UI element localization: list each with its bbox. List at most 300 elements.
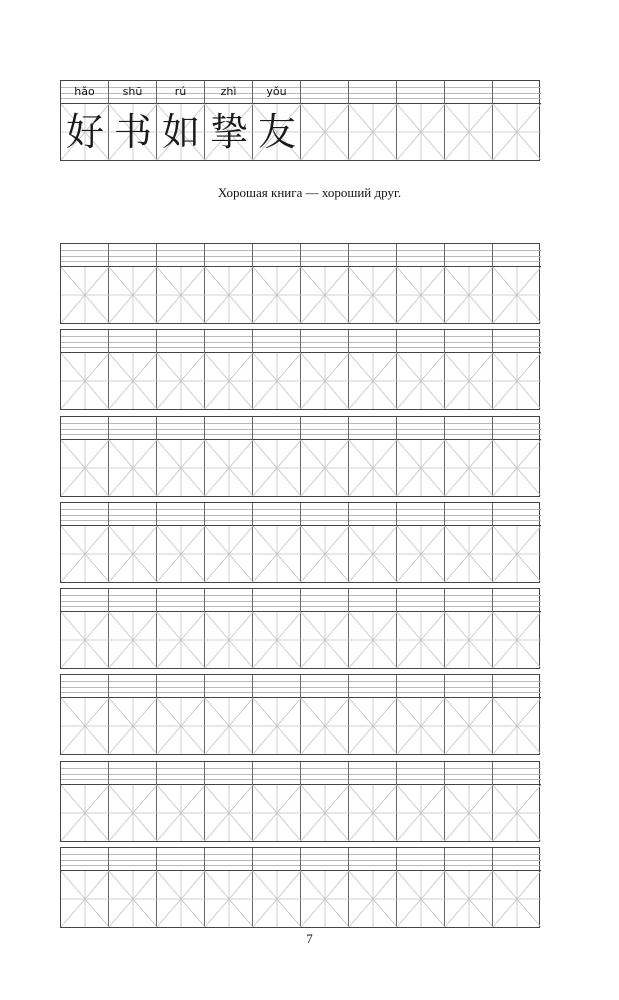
pinyin-ruling <box>157 429 204 430</box>
writing-cell <box>205 81 253 160</box>
pinyin-ruling <box>301 87 348 88</box>
pinyin-ruling <box>205 509 252 510</box>
pinyin-ruling <box>493 87 541 88</box>
tianzige-guides <box>493 353 541 409</box>
character-box <box>397 871 444 927</box>
tianzige-guides <box>205 267 253 323</box>
pinyin-guide <box>493 675 541 698</box>
pinyin-ruling <box>349 423 396 424</box>
pinyin-ruling <box>349 336 396 337</box>
pinyin-ruling <box>493 595 541 596</box>
hanzi-character <box>493 104 541 160</box>
tianzige-guides <box>445 526 493 582</box>
hanzi-character <box>349 104 397 160</box>
hanzi-character: 挚 <box>209 110 248 154</box>
practice-row <box>60 847 540 928</box>
tianzige-guides <box>61 871 109 927</box>
pinyin-guide <box>301 675 348 698</box>
pinyin-ruling <box>157 336 204 337</box>
tianzige-guides <box>493 612 541 668</box>
pinyin-ruling <box>205 434 252 435</box>
writing-cell <box>253 848 301 927</box>
pinyin-guide <box>157 762 204 785</box>
pinyin-ruling <box>61 429 108 430</box>
pinyin-ruling <box>397 865 444 866</box>
pinyin-guide <box>109 244 156 267</box>
pinyin-ruling <box>109 261 156 262</box>
pinyin-ruling <box>205 865 252 866</box>
pinyin-ruling <box>301 601 348 602</box>
tianzige-guides <box>253 267 301 323</box>
pinyin-ruling <box>301 429 348 430</box>
pinyin-ruling <box>349 520 396 521</box>
pinyin-guide <box>205 417 252 440</box>
writing-cell <box>397 330 445 409</box>
pinyin-ruling <box>253 601 300 602</box>
pinyin-guide <box>205 762 252 785</box>
pinyin-ruling <box>445 681 492 682</box>
pinyin-guide <box>397 589 444 612</box>
pinyin-ruling <box>109 595 156 596</box>
pinyin-ruling <box>61 779 108 780</box>
writing-cell <box>349 503 397 582</box>
character-box <box>61 871 108 927</box>
pinyin-ruling <box>445 250 492 251</box>
character-box <box>301 267 348 323</box>
pinyin-ruling <box>349 779 396 780</box>
pinyin-ruling <box>205 601 252 602</box>
pinyin-guide <box>493 330 541 353</box>
character-box <box>445 353 492 409</box>
character-box <box>493 353 541 409</box>
pinyin-guide <box>445 81 492 104</box>
tianzige-guides <box>493 526 541 582</box>
pinyin-ruling <box>205 520 252 521</box>
writing-cell <box>349 589 397 668</box>
pinyin-guide <box>397 848 444 871</box>
character-box <box>157 440 204 496</box>
pinyin-ruling <box>157 860 204 861</box>
writing-cell <box>109 81 157 160</box>
practice-row <box>60 416 540 497</box>
pinyin-ruling <box>157 250 204 251</box>
page-number: 7 <box>306 931 313 946</box>
writing-cell <box>205 675 253 754</box>
writing-cell <box>157 417 205 496</box>
hanzi-character: 书 <box>113 110 152 154</box>
tianzige-guides <box>493 785 541 841</box>
character-box <box>253 785 300 841</box>
pinyin-ruling <box>253 595 300 596</box>
pinyin-ruling <box>397 606 444 607</box>
pinyin-ruling <box>301 261 348 262</box>
writing-cell <box>61 848 109 927</box>
pinyin-guide <box>253 330 300 353</box>
character-box <box>445 612 492 668</box>
pinyin-guide <box>301 589 348 612</box>
pinyin-ruling <box>493 779 541 780</box>
pinyin-ruling <box>349 87 396 88</box>
pinyin-ruling <box>445 520 492 521</box>
pinyin-guide <box>61 675 108 698</box>
tianzige-guides <box>349 698 397 754</box>
hanzi-character <box>445 104 493 160</box>
pinyin-ruling <box>157 768 204 769</box>
tianzige-guides <box>397 267 445 323</box>
character-box <box>397 440 444 496</box>
pinyin-ruling <box>397 256 444 257</box>
writing-cell <box>61 330 109 409</box>
pinyin-ruling <box>397 515 444 516</box>
pinyin-ruling <box>253 865 300 866</box>
tianzige-guides <box>493 871 541 927</box>
pinyin-guide <box>493 81 541 104</box>
character-box <box>445 267 492 323</box>
pinyin-ruling <box>157 595 204 596</box>
pinyin-ruling <box>61 595 108 596</box>
pinyin-guide <box>157 675 204 698</box>
character-box <box>157 698 204 754</box>
tianzige-guides <box>445 698 493 754</box>
pinyin-ruling <box>445 423 492 424</box>
character-box <box>301 440 348 496</box>
tianzige-guides <box>397 526 445 582</box>
character-box <box>205 440 252 496</box>
pinyin-ruling <box>397 429 444 430</box>
tianzige-guides <box>301 871 349 927</box>
pinyin-ruling <box>301 860 348 861</box>
pinyin-ruling <box>205 681 252 682</box>
pinyin-ruling <box>205 606 252 607</box>
pinyin-ruling <box>349 865 396 866</box>
pinyin-ruling <box>493 681 541 682</box>
writing-cell <box>61 675 109 754</box>
tianzige-guides <box>157 440 205 496</box>
tianzige-guides <box>397 871 445 927</box>
writing-cell <box>493 417 541 496</box>
pinyin-ruling <box>61 768 108 769</box>
pinyin-guide <box>445 244 492 267</box>
writing-cell <box>445 417 493 496</box>
tianzige-guides <box>157 526 205 582</box>
writing-cell <box>61 503 109 582</box>
tianzige-guides <box>205 612 253 668</box>
character-box <box>205 785 252 841</box>
pinyin-ruling <box>157 692 204 693</box>
pinyin-guide <box>493 503 541 526</box>
writing-cell <box>349 330 397 409</box>
practice-row <box>60 761 540 842</box>
pinyin-ruling <box>157 681 204 682</box>
tianzige-guides <box>61 440 109 496</box>
pinyin-ruling <box>205 429 252 430</box>
pinyin-ruling <box>109 509 156 510</box>
pinyin-guide <box>205 244 252 267</box>
pinyin-ruling <box>61 261 108 262</box>
pinyin-ruling <box>109 98 156 99</box>
pinyin-ruling <box>397 347 444 348</box>
tianzige-guides <box>493 267 541 323</box>
proverb-translation: Хорошая книга — хороший друг. <box>217 185 402 200</box>
writing-cell <box>157 81 205 160</box>
pinyin-ruling <box>349 595 396 596</box>
pinyin-ruling <box>61 347 108 348</box>
pinyin-ruling <box>397 520 444 521</box>
pinyin-ruling <box>493 434 541 435</box>
pinyin-ruling <box>157 515 204 516</box>
writing-cell <box>253 81 301 160</box>
pinyin-ruling <box>109 429 156 430</box>
tianzige-guides <box>445 267 493 323</box>
pinyin-ruling <box>493 692 541 693</box>
character-box <box>301 698 348 754</box>
tianzige-guides <box>157 353 205 409</box>
tianzige-guides <box>157 785 205 841</box>
pinyin-ruling <box>61 423 108 424</box>
writing-cell <box>397 762 445 841</box>
pinyin-guide <box>157 848 204 871</box>
pinyin-ruling <box>157 342 204 343</box>
character-box <box>397 267 444 323</box>
pinyin-ruling <box>445 595 492 596</box>
tianzige-guides <box>205 871 253 927</box>
pinyin-guide <box>61 762 108 785</box>
character-box <box>349 267 396 323</box>
writing-cell <box>253 417 301 496</box>
writing-cell <box>397 244 445 323</box>
writing-cell <box>493 503 541 582</box>
character-box <box>301 871 348 927</box>
pinyin-ruling <box>493 601 541 602</box>
pinyin-guide <box>157 330 204 353</box>
pinyin-ruling <box>253 768 300 769</box>
pinyin-ruling <box>493 250 541 251</box>
pinyin-ruling <box>301 692 348 693</box>
pinyin-guide <box>493 417 541 440</box>
tianzige-guides <box>493 698 541 754</box>
character-box <box>397 526 444 582</box>
tianzige-guides <box>109 871 157 927</box>
pinyin-ruling <box>205 250 252 251</box>
writing-cell <box>301 244 349 323</box>
writing-cell <box>109 589 157 668</box>
writing-cell <box>445 762 493 841</box>
pinyin-ruling <box>61 774 108 775</box>
pinyin-ruling <box>301 779 348 780</box>
tianzige-guides <box>397 698 445 754</box>
pinyin-ruling <box>253 606 300 607</box>
character-box <box>61 612 108 668</box>
pinyin-ruling <box>349 256 396 257</box>
character-box <box>253 353 300 409</box>
pinyin-ruling <box>445 87 492 88</box>
tianzige-guides <box>109 698 157 754</box>
pinyin-guide <box>109 675 156 698</box>
character-box <box>253 440 300 496</box>
tianzige-guides <box>301 440 349 496</box>
pinyin-ruling <box>445 434 492 435</box>
pinyin-text: rú <box>174 85 187 98</box>
pinyin-ruling <box>445 692 492 693</box>
pinyin-ruling <box>253 681 300 682</box>
character-box <box>397 612 444 668</box>
pinyin-ruling <box>301 515 348 516</box>
pinyin-ruling <box>253 774 300 775</box>
writing-cell <box>301 589 349 668</box>
pinyin-guide <box>349 244 396 267</box>
pinyin-ruling <box>109 606 156 607</box>
writing-cell <box>301 762 349 841</box>
character-box <box>397 353 444 409</box>
writing-cell <box>109 675 157 754</box>
tianzige-guides <box>301 526 349 582</box>
pinyin-ruling <box>493 768 541 769</box>
character-box <box>61 698 108 754</box>
pinyin-ruling <box>301 768 348 769</box>
character-box <box>205 698 252 754</box>
pinyin-ruling <box>493 687 541 688</box>
pinyin-ruling <box>493 515 541 516</box>
character-box <box>205 612 252 668</box>
pinyin-guide <box>349 848 396 871</box>
pinyin-ruling <box>397 601 444 602</box>
pinyin-ruling <box>61 256 108 257</box>
pinyin-ruling <box>493 774 541 775</box>
writing-cell <box>397 848 445 927</box>
pinyin-ruling <box>397 509 444 510</box>
tianzige-guides <box>157 698 205 754</box>
pinyin-ruling <box>157 434 204 435</box>
character-box <box>301 785 348 841</box>
writing-cell <box>205 762 253 841</box>
writing-cell <box>109 244 157 323</box>
hanzi-character: 友 <box>257 110 296 154</box>
pinyin-ruling <box>157 865 204 866</box>
writing-cell <box>349 848 397 927</box>
writing-cell <box>253 589 301 668</box>
writing-cell <box>253 244 301 323</box>
pinyin-ruling <box>397 261 444 262</box>
writing-cell <box>109 417 157 496</box>
pinyin-guide <box>445 589 492 612</box>
pinyin-ruling <box>301 595 348 596</box>
character-box <box>253 871 300 927</box>
pinyin-guide <box>61 417 108 440</box>
character-box <box>157 526 204 582</box>
pinyin-ruling <box>301 434 348 435</box>
character-box <box>493 267 541 323</box>
character-box <box>493 698 541 754</box>
pinyin-ruling <box>349 601 396 602</box>
pinyin-ruling <box>61 601 108 602</box>
pinyin-ruling <box>301 98 348 99</box>
practice-row <box>60 329 540 410</box>
pinyin-ruling <box>157 854 204 855</box>
writing-cell <box>157 848 205 927</box>
pinyin-ruling <box>253 347 300 348</box>
writing-cell <box>397 503 445 582</box>
character-box <box>445 698 492 754</box>
pinyin-guide <box>301 848 348 871</box>
pinyin-ruling <box>253 860 300 861</box>
pinyin-ruling <box>349 768 396 769</box>
pinyin-ruling <box>493 860 541 861</box>
pinyin-ruling <box>493 347 541 348</box>
pinyin-ruling <box>109 515 156 516</box>
pinyin-ruling <box>205 336 252 337</box>
pinyin-ruling <box>397 250 444 251</box>
writing-cell <box>493 762 541 841</box>
writing-cell <box>61 589 109 668</box>
writing-cell <box>157 244 205 323</box>
character-box <box>205 353 252 409</box>
pinyin-ruling <box>493 342 541 343</box>
character-box <box>397 698 444 754</box>
pinyin-ruling <box>109 250 156 251</box>
writing-cell <box>109 848 157 927</box>
pinyin-ruling <box>109 687 156 688</box>
practice-row <box>60 588 540 669</box>
writing-cell <box>397 417 445 496</box>
character-box <box>205 871 252 927</box>
pinyin-guide <box>301 81 348 104</box>
pinyin-guide <box>397 417 444 440</box>
tianzige-guides <box>349 612 397 668</box>
character-box <box>349 871 396 927</box>
pinyin-guide <box>445 848 492 871</box>
pinyin-guide <box>253 762 300 785</box>
pinyin-ruling <box>445 429 492 430</box>
pinyin-ruling <box>109 520 156 521</box>
pinyin-ruling <box>397 93 444 94</box>
pinyin-guide <box>61 244 108 267</box>
pinyin-guide <box>301 503 348 526</box>
pinyin-guide <box>493 244 541 267</box>
pinyin-ruling <box>493 256 541 257</box>
writing-cell <box>445 503 493 582</box>
character-box <box>61 353 108 409</box>
pinyin-ruling <box>445 509 492 510</box>
tianzige-guides <box>445 785 493 841</box>
writing-cell <box>493 81 541 160</box>
pinyin-ruling <box>109 336 156 337</box>
hanzi-character: 如 <box>161 110 200 154</box>
pinyin-text: yǒu <box>266 85 287 98</box>
writing-cell <box>205 848 253 927</box>
writing-cell <box>493 330 541 409</box>
pinyin-guide <box>109 503 156 526</box>
pinyin-ruling <box>157 98 204 99</box>
character-box <box>253 698 300 754</box>
character-box <box>109 526 156 582</box>
pinyin-ruling <box>109 256 156 257</box>
character-box <box>349 698 396 754</box>
writing-cell <box>349 244 397 323</box>
character-box <box>109 267 156 323</box>
writing-cell <box>253 330 301 409</box>
writing-cell <box>493 244 541 323</box>
tianzige-guides <box>205 526 253 582</box>
pinyin-guide <box>157 589 204 612</box>
tianzige-guides <box>349 526 397 582</box>
pinyin-ruling <box>61 520 108 521</box>
tianzige-guides <box>157 267 205 323</box>
writing-cell <box>109 330 157 409</box>
character-box <box>157 871 204 927</box>
pinyin-guide <box>61 589 108 612</box>
pinyin-ruling <box>349 250 396 251</box>
pinyin-ruling <box>109 865 156 866</box>
